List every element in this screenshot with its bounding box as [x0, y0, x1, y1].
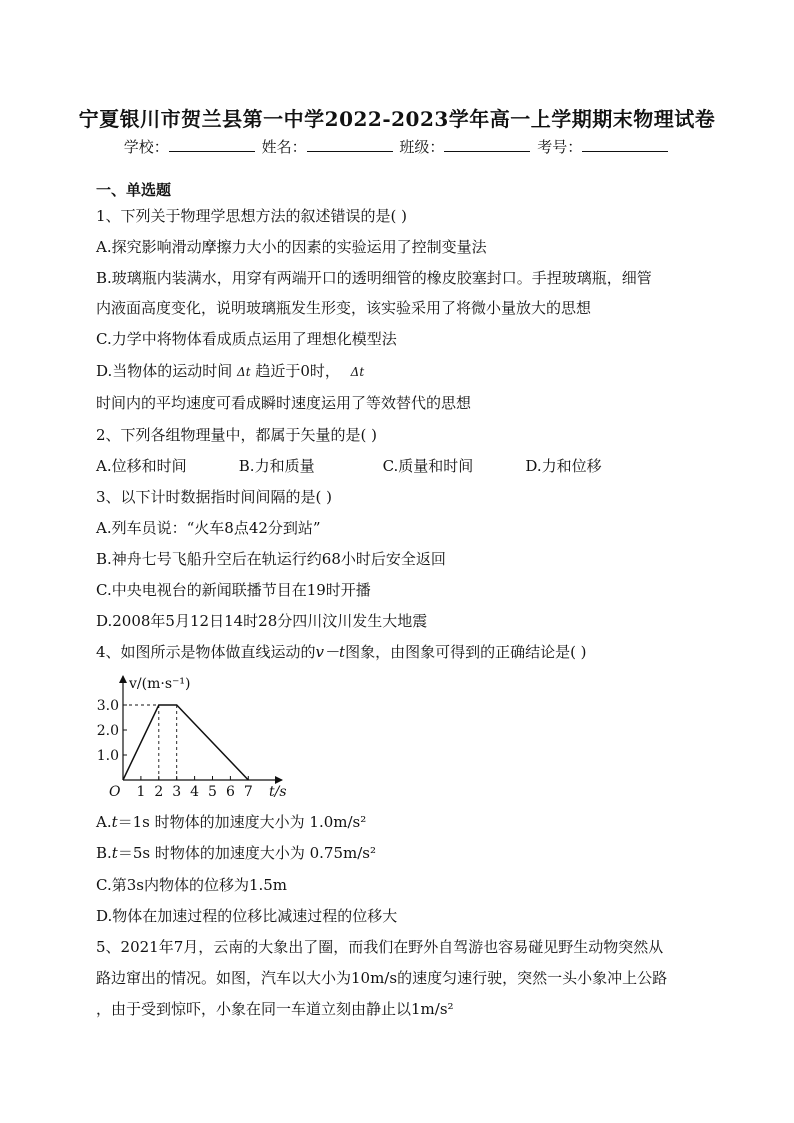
q1-option-d-line1 [96, 361, 364, 382]
q5-line2: 路边窜出的情况。如图，汽车以大小为10m/s的速度匀速行驶，突然一头小象冲上公路 [96, 969, 668, 987]
page-title: 宁夏银川市贺兰县第一中学2022-2023学年高一上学期期末物理试卷 [78, 107, 716, 131]
x-axis-label: t/s [269, 784, 287, 798]
x-tick-label: 2 [154, 784, 164, 798]
x-tick-label: 6 [225, 784, 235, 798]
number-label: 考号： [537, 138, 583, 156]
class-blank[interactable] [444, 137, 530, 152]
q3-option-d: D.2008年5月12日14时28分四川汶川发生大地震 [96, 612, 428, 630]
q3-stem: 3、以下计时数据指时间间隔的是( ) [96, 488, 333, 506]
q1-option-a: A.探究影响滑动摩擦力大小的因素的实验运用了控制变量法 [96, 238, 487, 256]
y-tick-label: 1.0 [96, 748, 119, 764]
x-tick-label: 5 [208, 784, 217, 798]
name-label: 姓名： [261, 138, 307, 156]
class-label: 班级： [399, 138, 445, 156]
x-tick-label: 3 [172, 784, 182, 798]
q4-stem-text1: 4、如图所示是物体做直线运动的 [96, 643, 316, 661]
t-symbol: t [111, 813, 118, 831]
q4-b-prefix: B. [96, 844, 112, 862]
q1-stem: 1、下列关于物理学思想方法的叙述错误的是( ) [96, 207, 408, 225]
q3-option-a: A.列车员说：“火车8点42分到站” [96, 519, 321, 537]
q1-option-d-line2: 时间内的平均速度可看成瞬时速度运用了等效替代的思想 [96, 394, 472, 412]
school-blank[interactable] [169, 137, 255, 152]
y-tick-label: 2.0 [96, 723, 119, 739]
series-line [123, 705, 248, 780]
q3-option-c: C.中央电视台的新闻联播节目在19时开播 [96, 581, 371, 599]
q1-option-b-line1: B.玻璃瓶内装满水，用穿有两端开口的透明细管的橡皮胶塞封口。手捏玻璃瓶，细管 [96, 269, 652, 287]
q4-option-b [96, 843, 376, 863]
school-label: 学校： [123, 138, 169, 156]
q4-stem-text2: 图象，由图象可得到的正确结论是( ) [345, 643, 587, 661]
y-tick-label: 3.0 [96, 698, 119, 714]
q1-d-text2: 趋近于0时， [255, 362, 340, 380]
v-t-graph [95, 668, 295, 798]
y-axis-label: v/(m·s⁻¹) [129, 676, 191, 692]
q1-option-c: C.力学中将物体看成质点运用了理想化模型法 [96, 330, 397, 348]
q4-a-text: ＝1s 时物体的加速度大小为 1.0m/s² [117, 813, 367, 831]
t-symbol: t [111, 844, 118, 862]
q2-option-c: C.质量和时间 [382, 457, 474, 475]
q5-line3: ，由于受到惊吓，小象在同一车道立刻由静止以1m/s² [96, 1000, 454, 1018]
delta-t-symbol: Δt [350, 365, 365, 379]
q4-option-c: C.第3s内物体的位移为1.5m [96, 876, 288, 894]
q5-line1: 5、2021年7月，云南的大象出了圈，而我们在野外自驾游也容易碰见野生动物突然从 [96, 938, 664, 956]
q2-option-d: D.力和位移 [525, 457, 602, 475]
q4-b-text: ＝5s 时物体的加速度大小为 0.75m/s² [117, 844, 376, 862]
origin-label: O [109, 784, 121, 798]
q4-a-prefix: A. [96, 813, 112, 831]
q2-option-a: A.位移和时间 [96, 457, 187, 475]
q1-d-text1: D.当物体的运动时间 [96, 362, 233, 380]
number-blank[interactable] [582, 137, 668, 152]
q4-stem [96, 642, 587, 662]
q1-option-b-line2: 内液面高度变化，说明玻璃瓶发生形变，该实验采用了将微小量放大的思想 [96, 299, 592, 317]
q2-stem: 2、下列各组物理量中，都属于矢量的是( ) [96, 426, 378, 444]
q2-option-b: B.力和质量 [238, 457, 315, 475]
student-info-row [0, 136, 794, 157]
name-blank[interactable] [307, 137, 393, 152]
q4-option-a [96, 812, 366, 832]
delta-t-symbol: Δt [237, 365, 251, 379]
section-heading: 一、单选题 [96, 181, 172, 199]
q4-option-d: D.物体在加速过程的位移比减速过程的位移大 [96, 907, 398, 925]
x-tick-label: 1 [136, 784, 146, 798]
x-tick-label: 4 [190, 784, 200, 798]
q3-option-b: B.神舟七号飞船升空后在轨运行约68小时后安全返回 [96, 550, 446, 568]
x-tick-label: 7 [243, 784, 253, 798]
q2-options [96, 456, 602, 476]
v-t-symbol: v－t [315, 643, 346, 661]
